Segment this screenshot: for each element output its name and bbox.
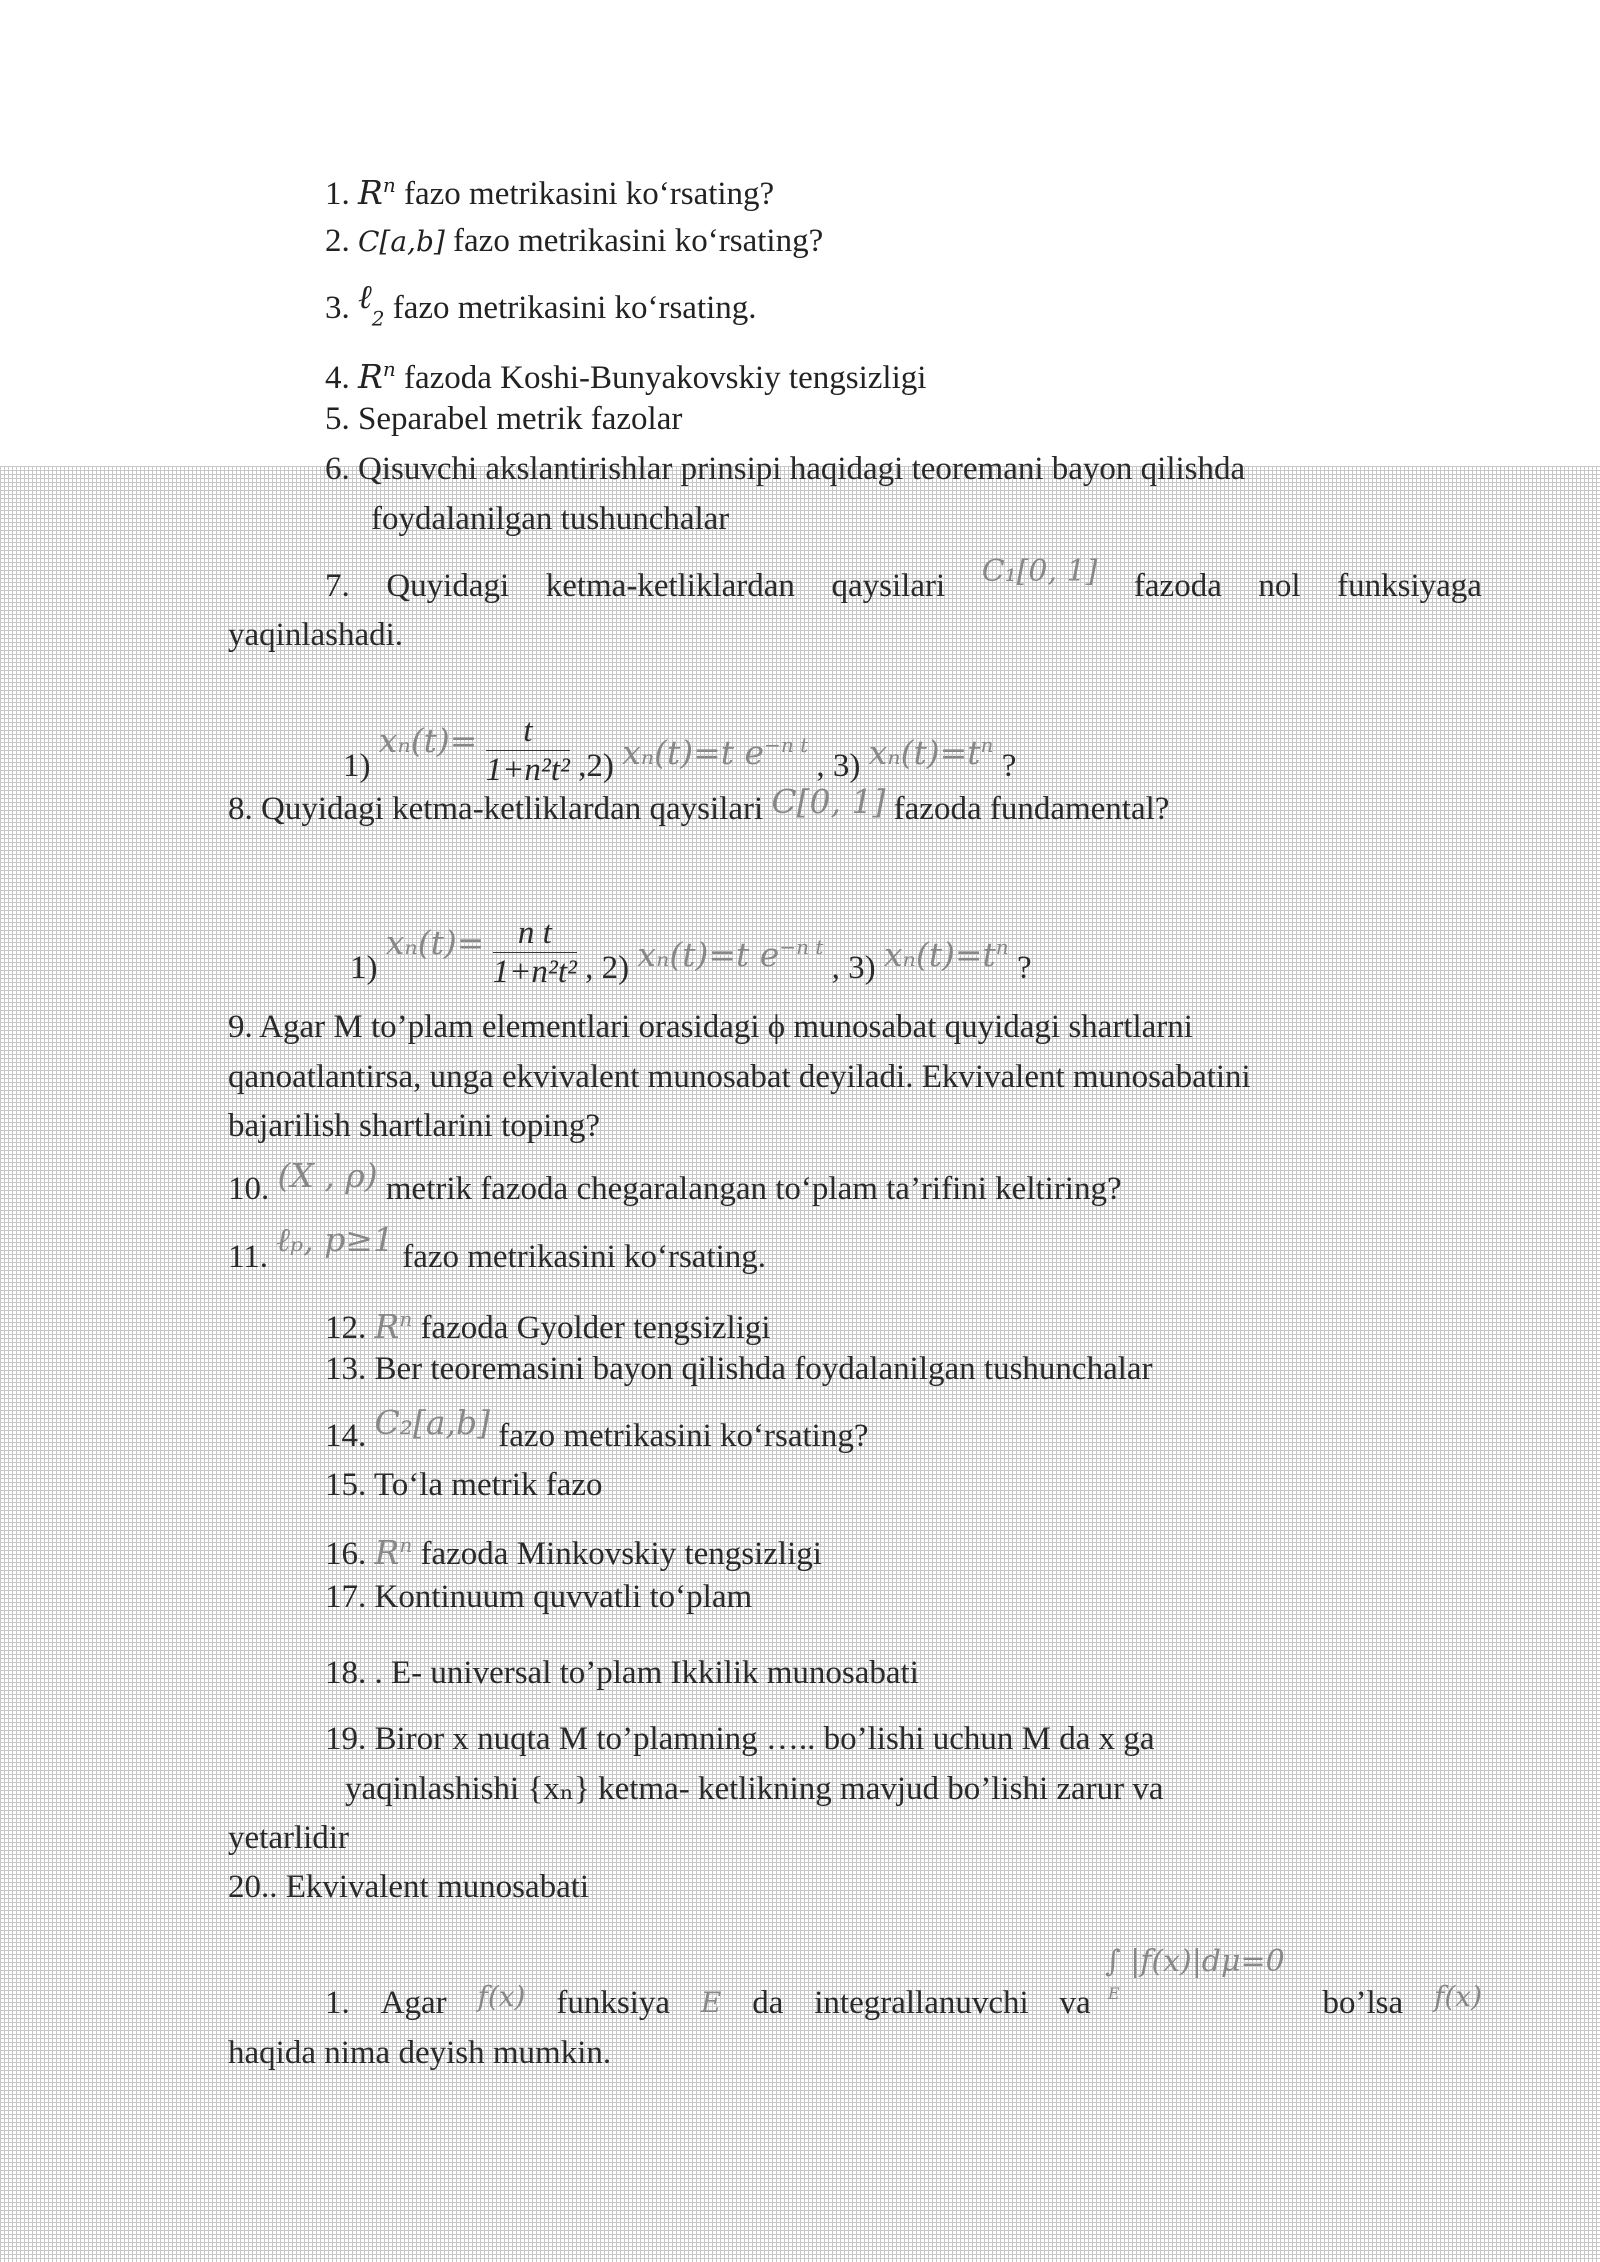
item-text: fazoda fundamental? — [893, 791, 1170, 827]
question-1 — [325, 166, 774, 213]
question-mark: ? — [1001, 748, 1017, 785]
item-number: 10. — [228, 1171, 270, 1207]
math-Rn: $R^n$ — [358, 357, 396, 396]
final-question-line-2: haqida nima deyish mumkin. — [228, 2035, 612, 2071]
item-number: 1. — [325, 1985, 350, 2021]
question-7-line-2: yaqinlashadi. — [228, 617, 404, 653]
item-number: 7. — [325, 568, 350, 604]
word: fazoda — [1133, 568, 1222, 604]
question-8-formulas — [350, 915, 1032, 1009]
word: integrallanuvchi — [814, 1985, 1029, 2021]
word: Quyidagi — [386, 568, 510, 604]
math-Cab: C[a,b] — [358, 225, 445, 258]
formula-label: 1) — [350, 950, 378, 987]
math-X-rho: (X , ρ) — [277, 1156, 378, 1195]
math-integral-domain: E — [1108, 1984, 1120, 2003]
word: qaysilari — [831, 568, 946, 604]
word: da — [752, 1985, 784, 2021]
item-text: fazo metrikasini ko‘rsating? — [404, 176, 775, 212]
question-9-line-1: 9. Agar M to’plam elementlari orasidagi ϕ munosabat quyidagi shartlarni — [228, 1009, 1193, 1045]
item-number: 2. — [325, 223, 350, 259]
question-14 — [325, 1403, 869, 1455]
item-text: 8. Quyidagi ketma-ketliklardan qaysilari — [228, 791, 764, 827]
denominator: 1+n²t² — [492, 954, 577, 990]
item-text: metrik fazoda chegaralangan to‘plam ta’rifini keltiring? — [385, 1171, 1122, 1207]
math-E: E — [700, 1986, 722, 2019]
question-9-line-2: qanoatlantirsa, unga ekvivalent munosabat deyiladi. Ekvivalent munosabatini — [228, 1059, 1251, 1095]
formula-2: xₙ(t)=t $e^{-n t}$ — [622, 733, 809, 773]
formula-3: $x_n(t)=t^n$ — [883, 935, 1009, 975]
question-11 — [228, 1220, 767, 1276]
word: va — [1059, 1985, 1091, 2021]
formula-3: $x_n(t)=t^n$ — [868, 733, 994, 773]
math-C1: C₁[0, 1] — [981, 554, 1098, 589]
item-text: fazo metrikasini ko‘rsating? — [453, 223, 824, 259]
denominator: 1+n²t² — [485, 752, 570, 788]
math-Rn: $R^n$ — [358, 173, 396, 212]
question-7-line-1 — [325, 554, 1482, 605]
word: funksiya — [556, 1985, 671, 2021]
question-19-line-1: 19. Biror x nuqta M to’plamning ….. bo’lishi uchun M da x ga — [325, 1721, 1155, 1757]
item-text: fazo metrikasini ko‘rsating? — [498, 1418, 869, 1454]
math-C01: C[0, 1] — [771, 782, 886, 821]
question-3 — [325, 277, 757, 338]
fraction — [486, 712, 570, 789]
word: bo’lsa — [1322, 1985, 1404, 2021]
question-18: 18. . E- universal to’plam Ikkilik munosabati — [325, 1655, 919, 1691]
formula-lhs: xₙ(t)= — [385, 923, 485, 963]
question-19-line-2: yaqinlashishi {xₙ} ketma- ketlikning mavjud bo’lishi zarur va — [345, 1771, 1164, 1807]
formula-lhs: xₙ(t)= — [378, 721, 478, 761]
numerator: n t — [493, 914, 577, 953]
math-C2ab: C₂[a,b] — [374, 1403, 491, 1442]
integral-gap — [1122, 1984, 1292, 2022]
math-Rn: $R^n$ — [374, 1533, 413, 1572]
formula-label: 1) — [343, 748, 371, 785]
question-16 — [325, 1526, 822, 1573]
math-Rn: $R^n$ — [374, 1307, 413, 1346]
item-number: 14. — [325, 1418, 367, 1454]
item-number: 16. — [325, 1536, 367, 1572]
question-5: 5. Separabel metrik fazolar — [325, 401, 683, 437]
item-number: 1. — [325, 176, 350, 212]
word: funksiyaga — [1337, 568, 1482, 604]
item-text: fazoda Minkovskiy tengsizligi — [420, 1536, 822, 1572]
question-19-line-3: yetarlidir — [228, 1820, 349, 1856]
item-text: fazoda Gyolder tengsizligi — [420, 1310, 771, 1346]
numerator: t — [486, 712, 570, 751]
item-text: fazoda Koshi-Bunyakovskiy tengsizligi — [404, 360, 927, 396]
question-6-line-1: 6. Qisuvchi akslantirishlar prinsipi haqidagi teoremani bayon qilishda — [325, 451, 1246, 487]
formula-2: xₙ(t)=t $e^{-n t}$ — [637, 935, 824, 975]
item-number: 4. — [325, 360, 350, 396]
question-20: 20.. Ekvivalent munosabati — [228, 1869, 590, 1905]
final-question-line-1 — [325, 1980, 1482, 2022]
math-integral: ∫ |f(x)|dμ=0 — [1105, 1944, 1285, 1979]
item-text: fazo metrikasini ko‘rsating. — [402, 1239, 767, 1275]
item-number: 11. — [228, 1239, 269, 1275]
formula-label: ,2) — [578, 748, 614, 785]
word: Agar — [380, 1985, 447, 2021]
math-fx: f(x) — [1433, 1980, 1482, 2013]
formula-label: , 3) — [831, 950, 876, 987]
item-number: 12. — [325, 1310, 367, 1346]
question-13: 13. Ber teoremasini bayon qilishda foydalanilgan tushunchalar — [325, 1351, 1153, 1387]
question-17: 17. Kontinuum quvvatli to‘plam — [325, 1579, 753, 1615]
item-text: fazo metrikasini ko‘rsating. — [392, 290, 757, 326]
math-lp: ℓₚ, p≥1 — [276, 1220, 394, 1259]
item-number: 3. — [325, 290, 350, 326]
math-fx: f(x) — [477, 1980, 526, 2013]
math-l2: ℓ$_2$ — [358, 277, 385, 331]
formula-label: , 3) — [816, 748, 861, 785]
fraction — [493, 914, 577, 991]
question-6-line-2: foydalanilgan tushunchalar — [371, 501, 730, 537]
formula-label: , 2) — [585, 950, 630, 987]
question-9-line-3: bajarilish shartlarini toping? — [228, 1108, 601, 1144]
question-10 — [228, 1156, 1122, 1208]
question-4 — [325, 350, 926, 397]
question-2 — [325, 222, 823, 261]
question-8 — [228, 782, 1170, 828]
word: nol — [1258, 568, 1301, 604]
word: ketma-ketliklardan — [545, 568, 795, 604]
question-mark: ? — [1016, 950, 1032, 987]
question-15: 15. To‘la metrik fazo — [325, 1467, 603, 1503]
question-12 — [325, 1300, 771, 1347]
